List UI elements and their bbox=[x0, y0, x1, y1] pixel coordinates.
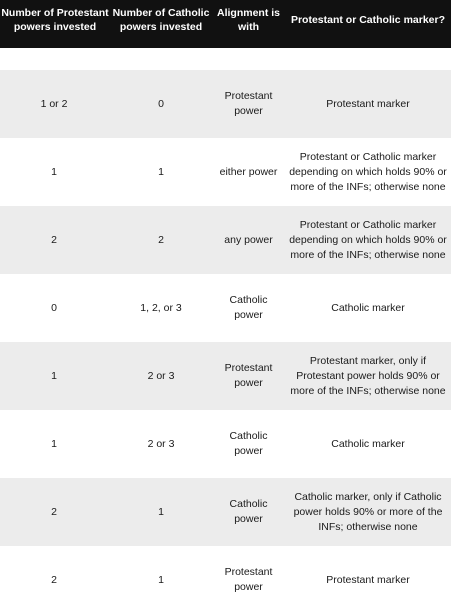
cell-catholic: 1, 2, or 3 bbox=[140, 301, 182, 314]
cell-alignment: Catholic power bbox=[229, 430, 268, 457]
cell-catholic: 1 bbox=[158, 573, 164, 586]
table-row bbox=[0, 206, 451, 274]
cell-alignment: Catholic power bbox=[229, 294, 268, 321]
header-protestant-powers: Number of Protestant powers invested bbox=[1, 7, 109, 33]
cell-protestant: 1 bbox=[51, 165, 57, 178]
cell-catholic: 0 bbox=[158, 97, 164, 110]
cell-marker: Protestant marker bbox=[326, 97, 410, 110]
cell-catholic: 2 or 3 bbox=[147, 437, 175, 450]
table-row bbox=[0, 546, 451, 614]
header-alignment: Alignment is with bbox=[216, 7, 280, 33]
cell-alignment: Protestant power bbox=[224, 90, 273, 117]
cell-alignment: Protestant power bbox=[224, 566, 273, 593]
cell-marker: Catholic marker bbox=[331, 437, 405, 450]
header-marker: Protestant or Catholic marker? bbox=[290, 14, 446, 26]
cell-marker: Protestant marker, only if Protestant power holds 90% or more of the INFs; otherwise none bbox=[290, 354, 446, 397]
cell-protestant: 2 bbox=[51, 573, 57, 586]
cell-marker: Protestant or Catholic marker depending on which holds 90% or more of the INFs; otherwise none bbox=[289, 150, 447, 193]
table-row bbox=[0, 410, 451, 478]
cell-alignment: Protestant power bbox=[224, 362, 273, 389]
cell-marker: Catholic marker, only if Catholic power holds 90% or more of the INFs; otherwise none bbox=[293, 490, 443, 533]
table-row bbox=[0, 70, 451, 138]
header-catholic-powers: Number of Catholic powers invested bbox=[112, 7, 210, 33]
cell-protestant: 0 bbox=[51, 301, 57, 314]
cell-marker: Protestant or Catholic marker depending on which holds 90% or more of the INFs; otherwise none bbox=[289, 218, 447, 261]
table-row bbox=[0, 138, 451, 206]
table-header bbox=[0, 0, 451, 48]
cell-marker: Protestant marker bbox=[326, 573, 410, 586]
cell-marker: Catholic marker bbox=[331, 301, 405, 314]
header-spacer bbox=[0, 48, 451, 70]
cell-alignment: Catholic power bbox=[229, 498, 268, 525]
cell-protestant: 1 or 2 bbox=[40, 97, 68, 110]
cell-catholic: 1 bbox=[158, 505, 164, 518]
cell-protestant: 2 bbox=[51, 233, 57, 246]
cell-catholic: 2 or 3 bbox=[147, 369, 175, 382]
cell-catholic: 1 bbox=[158, 165, 164, 178]
cell-catholic: 2 bbox=[158, 233, 164, 246]
table-row bbox=[0, 478, 451, 546]
cell-alignment: any power bbox=[224, 233, 273, 246]
table-row bbox=[0, 342, 451, 410]
cell-protestant: 1 bbox=[51, 437, 57, 450]
cell-protestant: 1 bbox=[51, 369, 57, 382]
table-row bbox=[0, 274, 451, 342]
cell-protestant: 2 bbox=[51, 505, 57, 518]
cell-alignment: either power bbox=[219, 165, 278, 178]
